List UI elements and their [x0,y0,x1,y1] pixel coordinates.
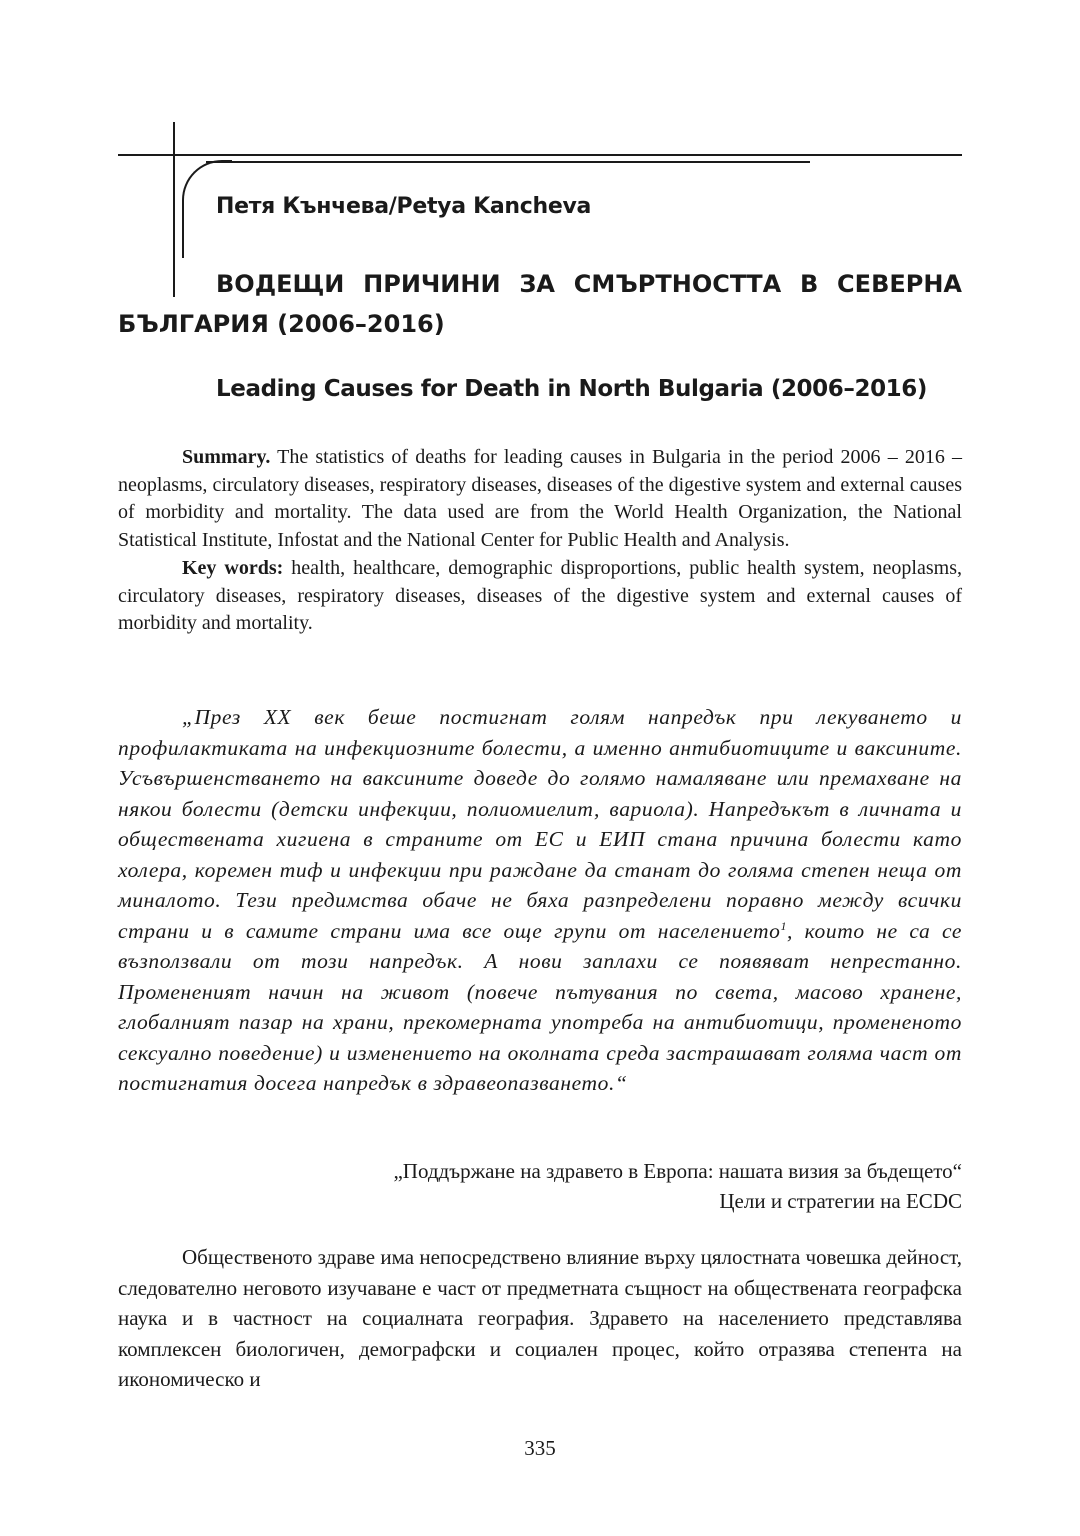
frame-inner-rule [206,161,810,163]
epigraph-quote [118,702,962,1099]
article-title-en: Leading Causes for Death in North Bulgaria (2006–2016) [216,376,927,402]
keywords-text: health, healthcare, demographic disproportions, public health system, neoplasms, circulatory diseases, respiratory diseases, diseases of the digestive system and external causes of morbidity and mortality. [118,556,962,635]
body-paragraph: Общественото здраве има непосредствено влияние върху цялостната човешка дейност, следователно неговото изучаване е част от предметната същност на обществената географска наука и в частност на социалната география. Здравето на населението представлява комплексен биологичен, демографски и социален процес, който отразява степента на икономическо и [118,1245,962,1391]
summary-text: The statistics of deaths for leading causes in Bulgaria in the period 2006 – 2016 – neoplasms, circulatory diseases, respiratory diseases, diseases of the digestive system and external causes of morbidity and mortality. The data used are from the World Health Organization, the National Statistical Institute, Infostat and the National Center for Public Health and Analysis. [118,446,962,552]
quote-text-part-2: , които не са се възползвали от този напредък. А нови заплахи се появяват непрестанно. Промененият начин на живот (повече пътувания по света, масово хранене, глобалният пазар на храни, прекомерната употреба на антибиотици, промененото сексуално поведение) и изменението на околната среда застрашават голяма част от постигнатия досега напредък в здравеопазването.“ [118,918,962,1095]
quote-source-title: „Поддържане на здравето в Европа: нашата визия за бъдещето“ [393,1159,962,1183]
abstract [118,444,962,638]
author-name: Петя Кънчева/Petya Kancheva [216,194,592,219]
summary-label: Summary. [182,446,271,468]
keywords-paragraph [118,555,962,638]
body-text [118,1242,962,1395]
title-bg-line-1: ВОДЕЩИ ПРИЧИНИ ЗА СМЪРТНОСТТА В СЕВЕРНА [216,270,962,298]
footnote-ref[interactable]: 1 [780,918,788,933]
summary-paragraph [118,444,962,555]
article-title-bg [118,264,962,344]
keywords-label: Key words: [182,556,284,579]
quote-source-subtitle: Цели и стратегии на ECDC [719,1189,962,1213]
frame-top-rule [118,154,962,156]
quote-source [118,1156,962,1216]
page-number: 335 [524,1436,556,1460]
title-bg-line-2: БЪЛГАРИЯ (2006–2016) [118,310,445,338]
quote-text-part-1: „През XX век беше постигнат голям напредък при лекуването и профилактиката на инфекциозните болести, а именно антибиотиците и ваксините. Усъвършенстването на ваксините доведе до голямо намаляване или премахване на някои болести (детски инфекции, полиомиелит, вариола). Напредъкът в личната и обществената хигиена в страните от ЕС и ЕИП стана причина болести като холера, коремен тиф и инфекции при раждане да станат до голяма степен неща от миналото. Тези предимства обаче не бяха разпределени поравно между всички страни и в самите страни има все още групи от населението [118,705,962,943]
